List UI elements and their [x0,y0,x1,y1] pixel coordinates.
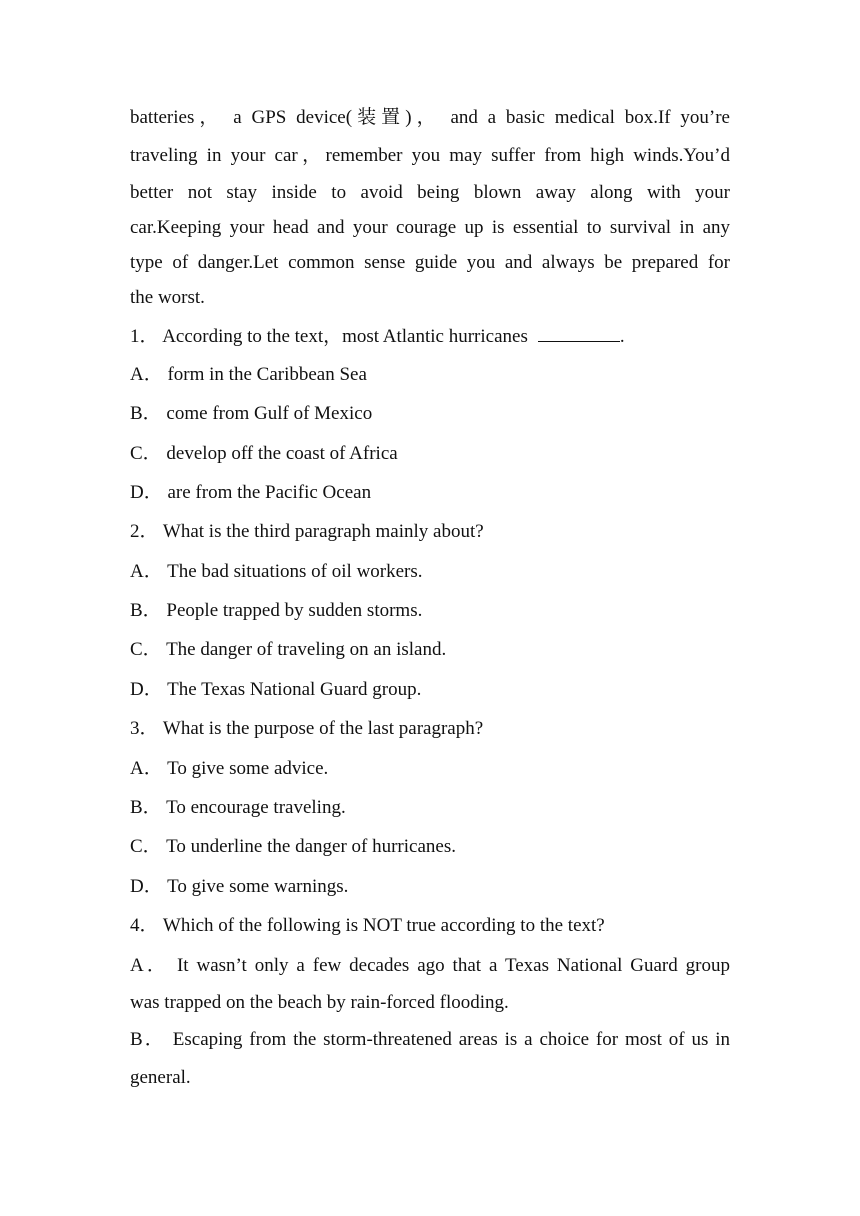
question-3-option-a: A． To give some advice. [130,758,329,779]
passage-line: batteries， a GPS device(装置)， and a basic medical box.If you’re [130,107,730,128]
question-2-stem: 2． What is the third paragraph mainly about? [130,521,484,542]
question-4-option-b-line1: B． Escaping from the storm-threatened areas is a choice for most of us in [130,1029,730,1050]
question-3-option-b: B． To encourage traveling. [130,797,346,818]
question-1-stem [130,324,730,349]
question-3-stem: 3． What is the purpose of the last paragraph? [130,718,484,739]
passage-line: better not stay inside to avoid being blown away along with your [130,182,730,203]
question-2-option-b: B． People trapped by sudden storms. [130,600,423,621]
question-2-option-a: A． The bad situations of oil workers. [130,561,423,582]
question-stem-end: . [619,326,625,347]
passage-paragraph [130,100,730,315]
passage-line: type of danger.Let common sense guide you and always be prepared for [130,252,730,273]
question-1-option-a: A． form in the Caribbean Sea [130,364,367,385]
question-4-option-a-line2: was trapped on the beach by rain-forced flooding. [130,992,509,1013]
question-1-option-c: C． develop off the coast of Africa [130,443,398,464]
question-4-stem: 4． Which of the following is NOT true according to the text? [130,915,605,936]
passage-line: traveling in your car，remember you may suffer from high winds.You’d [130,145,730,166]
passage-line: car.Keeping your head and your courage up is essential to survival in any [130,217,730,238]
question-4-option-a-line1: A． It wasn’t only a few decades ago that a Texas National Guard group [130,955,730,976]
question-1-option-b: B． come from Gulf of Mexico [130,403,373,424]
question-stem-text: 1． According to the text，most Atlantic hurricanes [130,326,528,347]
question-2-option-c: C． The danger of traveling on an island. [130,639,447,660]
question-1-option-d: D． are from the Pacific Ocean [130,482,372,503]
question-3-option-c: C． To underline the danger of hurricanes. [130,836,456,857]
passage-line: the worst. [130,287,205,308]
question-4-option-b-line2: general. [130,1067,191,1088]
answer-blank [538,324,620,342]
question-3-option-d: D． To give some warnings. [130,876,349,897]
question-2-option-d: D． The Texas National Guard group. [130,679,422,700]
